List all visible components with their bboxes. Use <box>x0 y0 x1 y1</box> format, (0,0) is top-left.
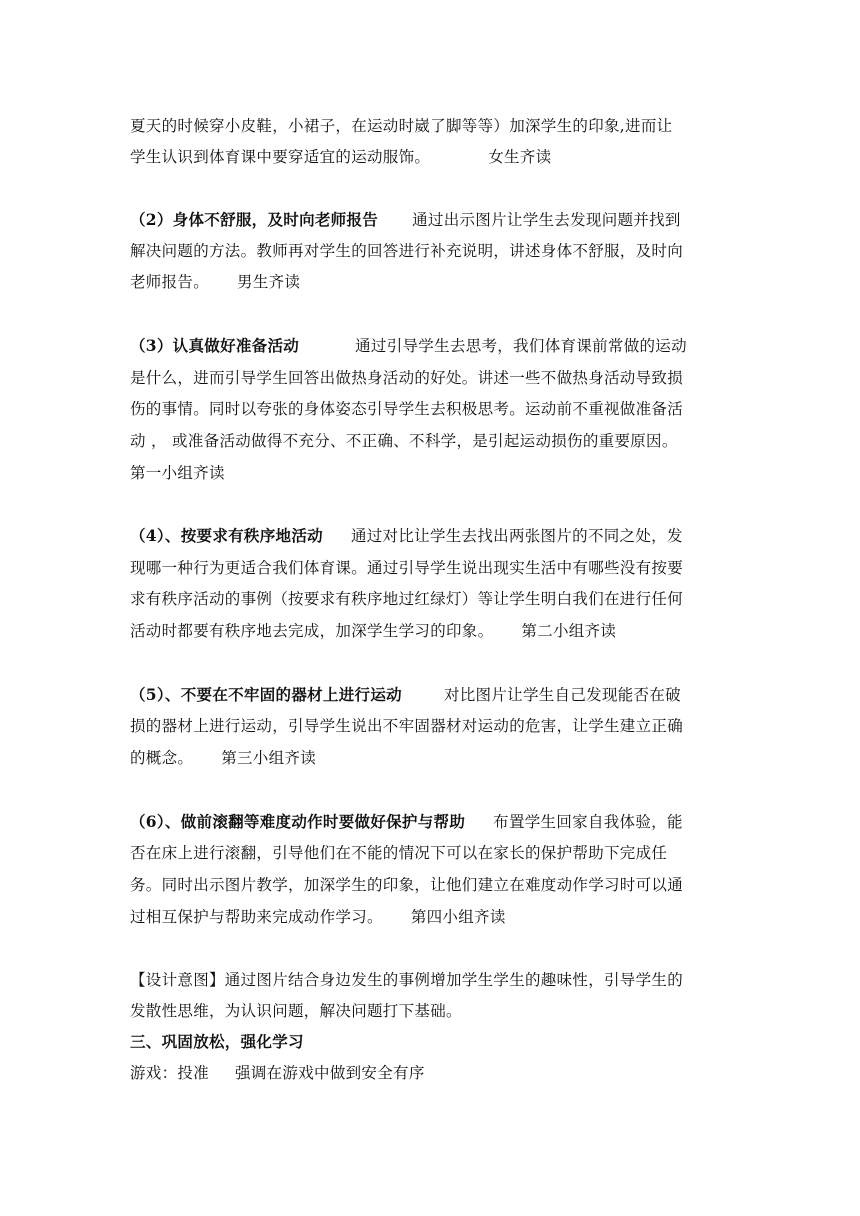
read-aloud-note: 第二小组齐读 <box>521 622 617 640</box>
paragraph-line: 是什么，进而引导学生回答出做热身活动的好处。讲述一些不做热身活动导致损 <box>130 369 684 387</box>
paragraph-line: 过相互保护与帮助来完成动作学习。 第四小组齐读 <box>130 908 506 926</box>
section-heading: 三、巩固放松，强化学习 <box>130 1032 304 1051</box>
paragraph-line: 现哪一种行为更适合我们体育课。通过引导学生说出现实生活中有哪些没有按要 <box>130 559 684 577</box>
paragraph-line: （5）、不要在不牢固的器材上进行运动 对比图片让学生自己发现能否在破 <box>130 685 681 704</box>
section-title: （4）、按要求有秩序地活动 <box>130 526 323 545</box>
paragraph-line: 活动时都要有秩序地去完成，加深学生学习的印象。 第二小组齐读 <box>130 622 617 640</box>
paragraph-line: 损的器材上进行运动，引导学生说出不牢固器材对运动的危害，让学生建立正确 <box>130 717 684 735</box>
paragraph-line: 否在床上进行滚翻，引导他们在不能的情况下可以在家长的保护帮助下完成任 <box>130 844 668 862</box>
section-title: （5）、不要在不牢固的器材上进行运动 <box>130 685 402 704</box>
paragraph-line: （3）认真做好准备活动 通过引导学生去思考，我们体育课前常做的运动 <box>130 336 687 355</box>
paragraph-line: 动 ， 或准备活动做得不充分、不正确、不科学，是引起运动损伤的重要原因。 <box>130 432 678 450</box>
section-title: （3）认真做好准备活动 <box>130 336 300 355</box>
paragraph-line: （6）、做前滚翻等难度动作时要做好保护与帮助 布置学生回家自我体验，能 <box>130 812 683 831</box>
section-title: （2）身体不舒服，及时向老师报告 <box>130 210 379 229</box>
read-aloud-note: 第一小组齐读 <box>130 464 225 482</box>
design-intent-line: 【设计意图】通过图片结合身边发生的事例增加学生学生的趣味性，引导学生的 <box>130 971 684 989</box>
paragraph-line <box>130 462 730 484</box>
paragraph-line: 解决问题的方法。教师再对学生的回答进行补充说明，讲述身体不舒服，及时向 <box>130 242 684 260</box>
read-aloud-note: 第四小组齐读 <box>410 908 506 926</box>
design-intent-line: 发散性思维，为认识问题，解决问题打下基础。 <box>130 1002 462 1020</box>
paragraph-line: （2）身体不舒服，及时向老师报告 通过出示图片让学生去发现问题并找到 <box>130 210 681 229</box>
section-title: （6）、做前滚翻等难度动作时要做好保护与帮助 <box>130 812 466 831</box>
game-line: 游戏：投准 强调在游戏中做到安全有序 <box>130 1064 425 1082</box>
paragraph-line: 夏天的时候穿小皮鞋，小裙子，在运动时崴了脚等等）加深学生的印象,进而让 <box>130 117 673 135</box>
paragraph-line: （4）、按要求有秩序地活动 通过对比让学生去找出两张图片的不同之处，发 <box>130 526 683 545</box>
paragraph-line: 的概念。 第三小组齐读 <box>130 749 317 767</box>
read-aloud-note: 男生齐读 <box>237 273 301 291</box>
paragraph-line: 求有秩序活动的事例（按要求有秩序地过红绿灯）等让学生明白我们在进行任何 <box>130 590 684 608</box>
paragraph-line: 伤的事情。同时以夸张的身体姿态引导学生去积极思考。运动前不重视做准备活 <box>130 400 684 418</box>
read-aloud-note: 女生齐读 <box>488 148 552 166</box>
paragraph-line: 务。同时出示图片教学，加深学生的印象，让他们建立在难度动作学习时可以通 <box>130 876 684 894</box>
paragraph-line: 老师报告。 男生齐读 <box>130 273 301 291</box>
read-aloud-note: 第三小组齐读 <box>221 749 317 767</box>
paragraph-line: 学生认识到体育课中要穿适宜的运动服饰。 女生齐读 <box>130 148 552 166</box>
